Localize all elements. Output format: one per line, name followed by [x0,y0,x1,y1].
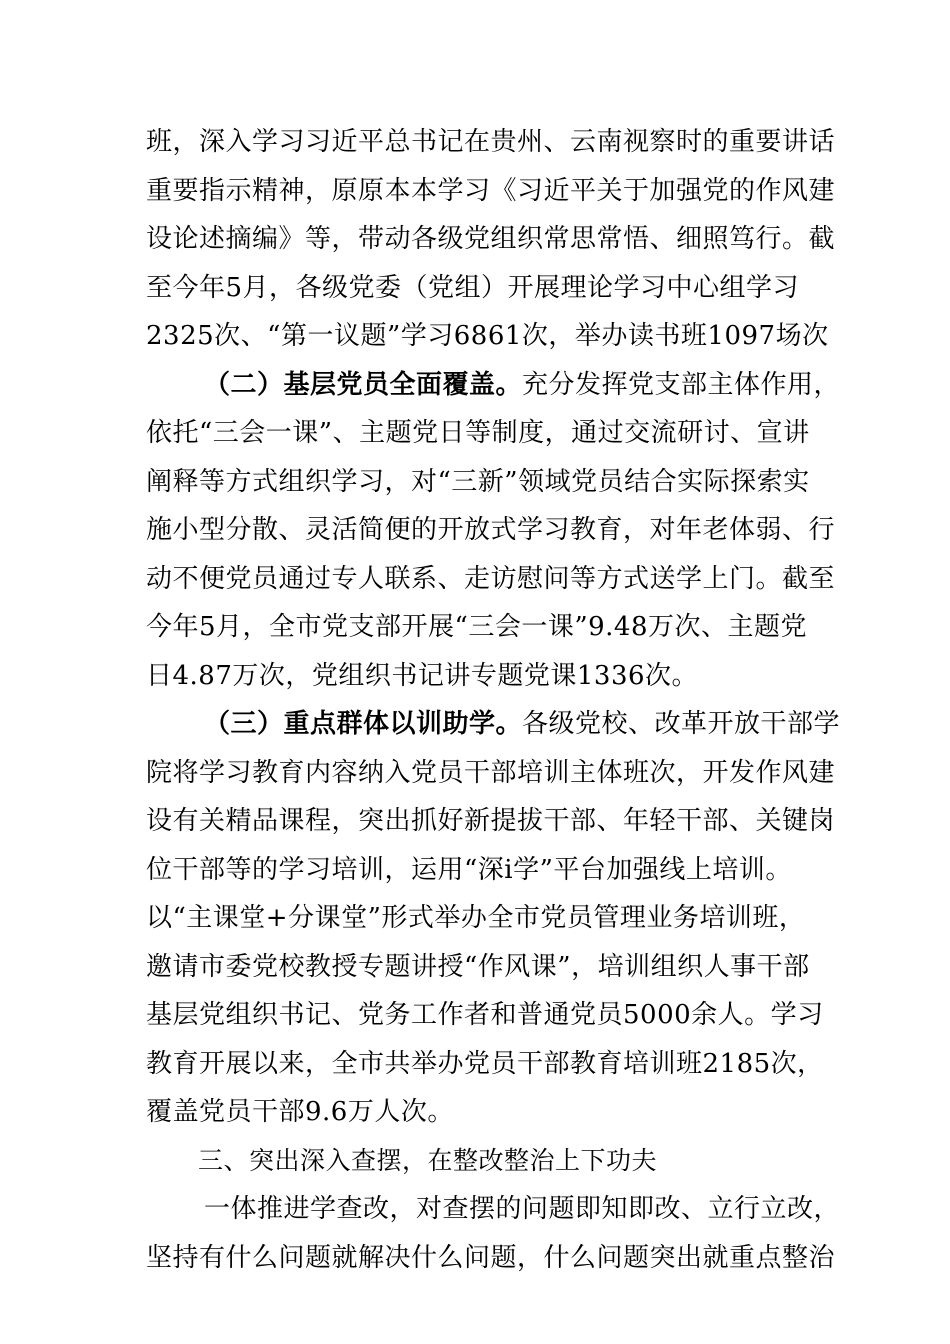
body-line: 阐释等方式组织学习，对“三新”领域党员结合实际探索实 [146,466,810,497]
section-heading-3: 三、突出深入查摆，在整改整治上下功夫 [198,1145,658,1175]
section-3-title: （三）重点群体以训助学。 [204,709,523,739]
body-line: 动不便党员通过专人联系、走访慰问等方式送学上门。截至 [146,563,836,594]
body-line: 班，深入学习习近平总书记在贵州、云南视察时的重要讲话 [146,127,836,157]
section-3-first-line [146,700,841,749]
body-line: 以“主课堂+分课堂”形式举办全市党员管理业务培训班， [146,903,806,933]
body-line: 教育开展以来，全市共举办党员干部教育培训班2185次， [146,1048,824,1079]
section-2-title: （二）基层党员全面覆盖。 [204,369,523,400]
body-line: 覆盖党员干部9.6万人次。 [146,1097,454,1127]
body-line: 今年5月，全市党支部开展“三会一课”9.48万次、主题党 [146,612,808,642]
body-line: 日4.87万次，党组织书记讲专题党课1336次。 [146,660,699,691]
body-line: 设有关精品课程，突出抓好新提拔干部、年轻干部、关键岗 [146,806,836,836]
section-2-first-line-text: 充分发挥党支部主体作用， [522,369,841,400]
document-body [146,118,841,1282]
section-2-first-line [146,361,841,410]
body-line: 依托“三会一课”、主题党日等制度，通过交流研讨、宣讲 [146,418,810,448]
section-3-first-line-text: 各级党校、改革开放干部学 [522,709,841,739]
body-line: 施小型分散、灵活简便的开放式学习教育，对年老体弱、行 [146,515,836,545]
body-line: 坚持有什么问题就解决什么问题，什么问题突出就重点整治 [146,1242,836,1273]
body-line: 位干部等的学习培训，运用“深i学”平台加强线上培训。 [146,854,792,885]
body-line: 2325次、“第一议题”学习6861次，举办读书班1097场次 [146,321,829,351]
final-paragraph-first-line: 一体推进学查改，对查摆的问题即知即改、立行立改， [204,1194,841,1224]
body-line: 至今年5月，各级党委（党组）开展理论学习中心组学习 [146,272,800,303]
body-line: 邀请市委党校教授专题讲授“作风课”，培训组织人事干部 [146,951,810,982]
body-line: 设论述摘编》等，带动各级党组织常思常悟、细照笃行。截 [146,224,836,254]
body-line: 重要指示精神，原原本本学习《习近平关于加强党的作风建 [146,175,836,206]
body-line: 基层党组织书记、党务工作者和普通党员5000余人。学习 [146,1000,824,1030]
body-line: 院将学习教育内容纳入党员干部培训主体班次，开发作风建 [146,757,836,788]
